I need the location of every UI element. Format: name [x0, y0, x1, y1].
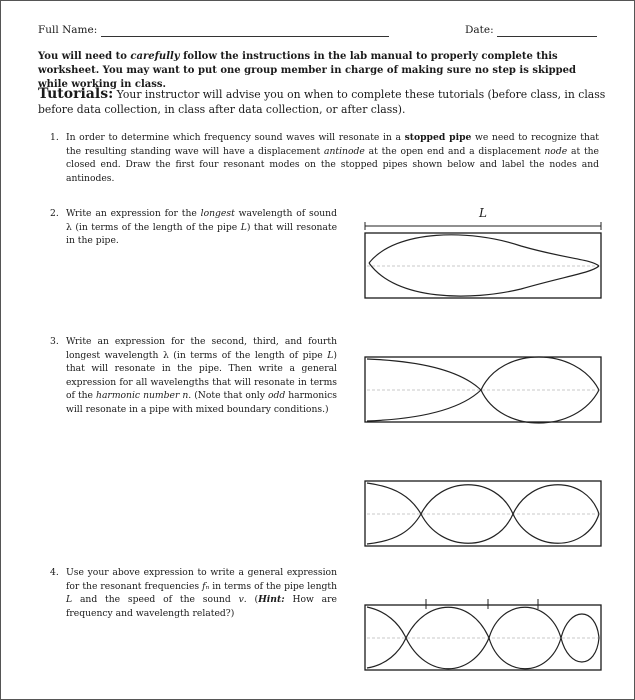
q1-text-f: node [544, 145, 568, 157]
stopped-pipe-mode-4 [365, 599, 601, 670]
tutorials-text: Your instructor will advise you on when to complete these tutorials (before class, in class before data collection, in class after data collection, or after class). [38, 88, 606, 116]
pipe-1-wave-upper [369, 235, 599, 266]
tutorials-title: Tutorials: [38, 86, 114, 102]
length-label: L [479, 206, 487, 220]
q3-text-g: harmonics will resonate in a pipe with mixed boundary conditions.) [66, 390, 338, 415]
pipe-3-wave-upper [367, 483, 599, 514]
q3-text-e: . (Note that only [188, 390, 268, 402]
date-label: Date: [465, 24, 494, 36]
q1-text-g: at the closed end. Draw the first four resonant modes on the stopped pipes shown below and label the nodes and antinodes. [66, 145, 599, 184]
q3-text-b: L [327, 349, 334, 361]
q1-text-e: at the open end and a displacement [364, 145, 545, 157]
q2-text-b: longest [200, 208, 235, 219]
q1-text-c: we need to recognize that the resulting standing wave will have a displacement [66, 132, 599, 157]
q4-text-c: in terms of the pipe length [209, 580, 337, 592]
stopped-pipe-mode-3 [365, 481, 601, 546]
question-3-number: 3. [50, 336, 59, 347]
q4-text-e: and the speed of the sound [72, 594, 239, 606]
q1-text-b: stopped pipe [404, 132, 472, 143]
length-dimension [365, 206, 601, 230]
q4-text-d: L [66, 594, 73, 606]
q3-text-c: ) that will resonate in the pipe. Then write a general expression for all wavelengths that will resonate in terms of the [66, 349, 337, 402]
stopped-pipes-figure [1, 1, 634, 699]
question-4-number: 4. [50, 567, 59, 578]
q3-text-a: Write an expression for the second, third, and fourth longest wavelength λ (in terms of the length of pipe [66, 336, 337, 361]
pipe-4-wave-lower [367, 638, 599, 669]
pipe-3-wave-lower [367, 514, 599, 544]
instructions-text-1: You will need to [38, 51, 131, 62]
q2-text-e: ) that will resonate in the pipe. [66, 221, 338, 247]
pipe-2-wave-upper [367, 357, 599, 390]
pipe-2-wave-lower [367, 390, 599, 423]
full-name-label: Full Name: [38, 24, 98, 36]
q4-text-b: fₙ [202, 580, 210, 592]
q4-text-g: . ( [243, 594, 259, 606]
q2-text-a: Write an expression for the [66, 208, 201, 219]
q1-text-d: antinode [324, 145, 365, 157]
q2-text-c: wavelength of sound λ (in terms of the length of the pipe [66, 208, 337, 233]
q3-text-f: odd [267, 390, 286, 402]
stopped-pipe-mode-2 [365, 357, 601, 423]
stopped-pipe-mode-1 [365, 233, 601, 298]
instructions-emphasis: carefully [130, 51, 180, 62]
question-1-number: 1. [50, 132, 59, 143]
pipe-1-wave-lower [369, 263, 599, 296]
q4-text-a: Use your above expression to write a general expression for the resonant frequencies [66, 567, 337, 592]
q4-text-h: Hint: [258, 594, 285, 606]
question-2-number: 2. [50, 208, 59, 219]
pipe-4-wave-upper [367, 607, 599, 638]
q4-text-f: v [238, 594, 244, 606]
q4-text-i: How are frequency and wavelength related?) [66, 594, 337, 619]
q1-text-a: In order to determine which frequency sound waves will resonate in a [66, 132, 405, 143]
q3-text-d: harmonic number n [96, 390, 189, 402]
instructions-text-2: follow the instructions in the lab manual to properly complete this worksheet. You may want to put one group member in charge of making sure no step is skipped while working in class. [38, 51, 577, 90]
q2-text-d: L [240, 221, 247, 233]
